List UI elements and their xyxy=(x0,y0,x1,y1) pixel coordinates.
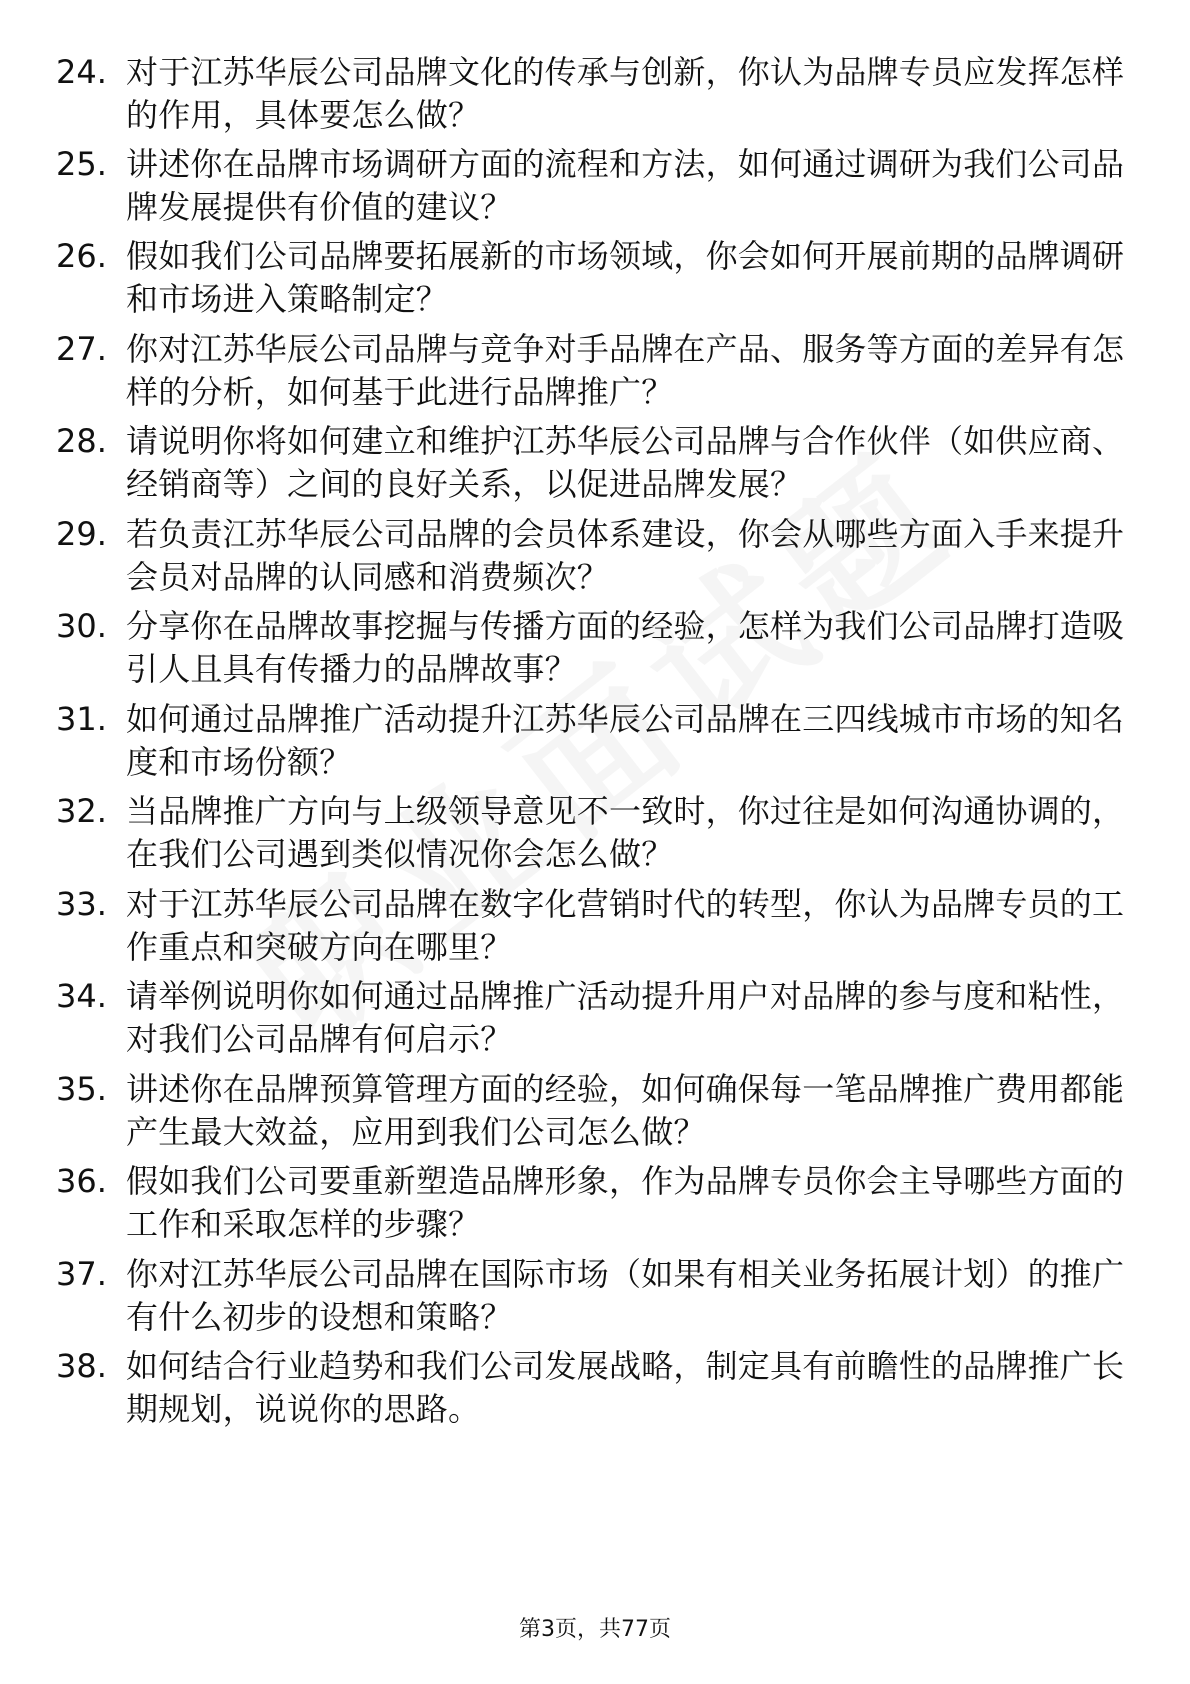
item-text: 若负责江苏华辰公司品牌的会员体系建设，你会从哪些方面入手来提升会员对品牌的认同感和消费频次？ xyxy=(126,515,1125,596)
item-text: 如何结合行业趋势和我们公司发展战略，制定具有前瞻性的品牌推广长期规划，说说你的思路。 xyxy=(126,1347,1125,1428)
item-text: 你对江苏华辰公司品牌在国际市场（如果有相关业务拓展计划）的推广有什么初步的设想和策略？ xyxy=(126,1255,1125,1336)
item-number: 26. xyxy=(56,237,107,275)
item-number: 25. xyxy=(56,145,107,183)
page-number: 第3页，共77页 xyxy=(519,1617,671,1642)
item-text: 讲述你在品牌市场调研方面的流程和方法，如何通过调研为我们公司品牌发展提供有价值的建议？ xyxy=(126,145,1125,226)
item-number: 27. xyxy=(56,330,107,368)
item-number: 36. xyxy=(56,1162,107,1200)
item-text: 请举例说明你如何通过品牌推广活动提升用户对品牌的参与度和粘性，对我们公司品牌有何启示？ xyxy=(126,977,1125,1058)
item-text: 假如我们公司要重新塑造品牌形象，作为品牌专员你会主导哪些方面的工作和采取怎样的步骤？ xyxy=(126,1162,1125,1243)
list-item xyxy=(0,1345,1190,1455)
item-text: 请说明你将如何建立和维护江苏华辰公司品牌与合作伙伴（如供应商、经销商等）之间的良好关系，以促进品牌发展？ xyxy=(126,422,1125,503)
item-number: 32. xyxy=(56,792,107,830)
item-number: 24. xyxy=(56,53,107,91)
item-text: 当品牌推广方向与上级领导意见不一致时，你过往是如何沟通协调的，在我们公司遇到类似情况你会怎么做？ xyxy=(126,792,1125,873)
item-number: 37. xyxy=(56,1255,107,1293)
item-text: 如何通过品牌推广活动提升江苏华辰公司品牌在三四线城市市场的知名度和市场份额？ xyxy=(126,700,1125,781)
item-number: 34. xyxy=(56,977,107,1015)
item-text: 对于江苏华辰公司品牌文化的传承与创新，你认为品牌专员应发挥怎样的作用，具体要怎么做？ xyxy=(126,53,1125,134)
item-text: 假如我们公司品牌要拓展新的市场领域，你会如何开展前期的品牌调研和市场进入策略制定？ xyxy=(126,237,1125,318)
item-number: 33. xyxy=(56,885,107,923)
item-text: 分享你在品牌故事挖掘与传播方面的经验，怎样为我们公司品牌打造吸引人且具有传播力的品牌故事？ xyxy=(126,607,1125,688)
item-text: 你对江苏华辰公司品牌与竞争对手品牌在产品、服务等方面的差异有怎样的分析，如何基于此进行品牌推广？ xyxy=(126,330,1125,411)
item-number: 38. xyxy=(56,1347,107,1385)
item-number: 35. xyxy=(56,1070,107,1108)
item-text: 对于江苏华辰公司品牌在数字化营销时代的转型，你认为品牌专员的工作重点和突破方向在哪里？ xyxy=(126,885,1125,966)
item-number: 28. xyxy=(56,422,107,460)
item-text: 讲述你在品牌预算管理方面的经验，如何确保每一笔品牌推广费用都能产生最大效益，应用到我们公司怎么做？ xyxy=(126,1070,1125,1151)
item-number: 29. xyxy=(56,515,107,553)
item-number: 31. xyxy=(56,700,107,738)
item-number: 30. xyxy=(56,607,107,645)
